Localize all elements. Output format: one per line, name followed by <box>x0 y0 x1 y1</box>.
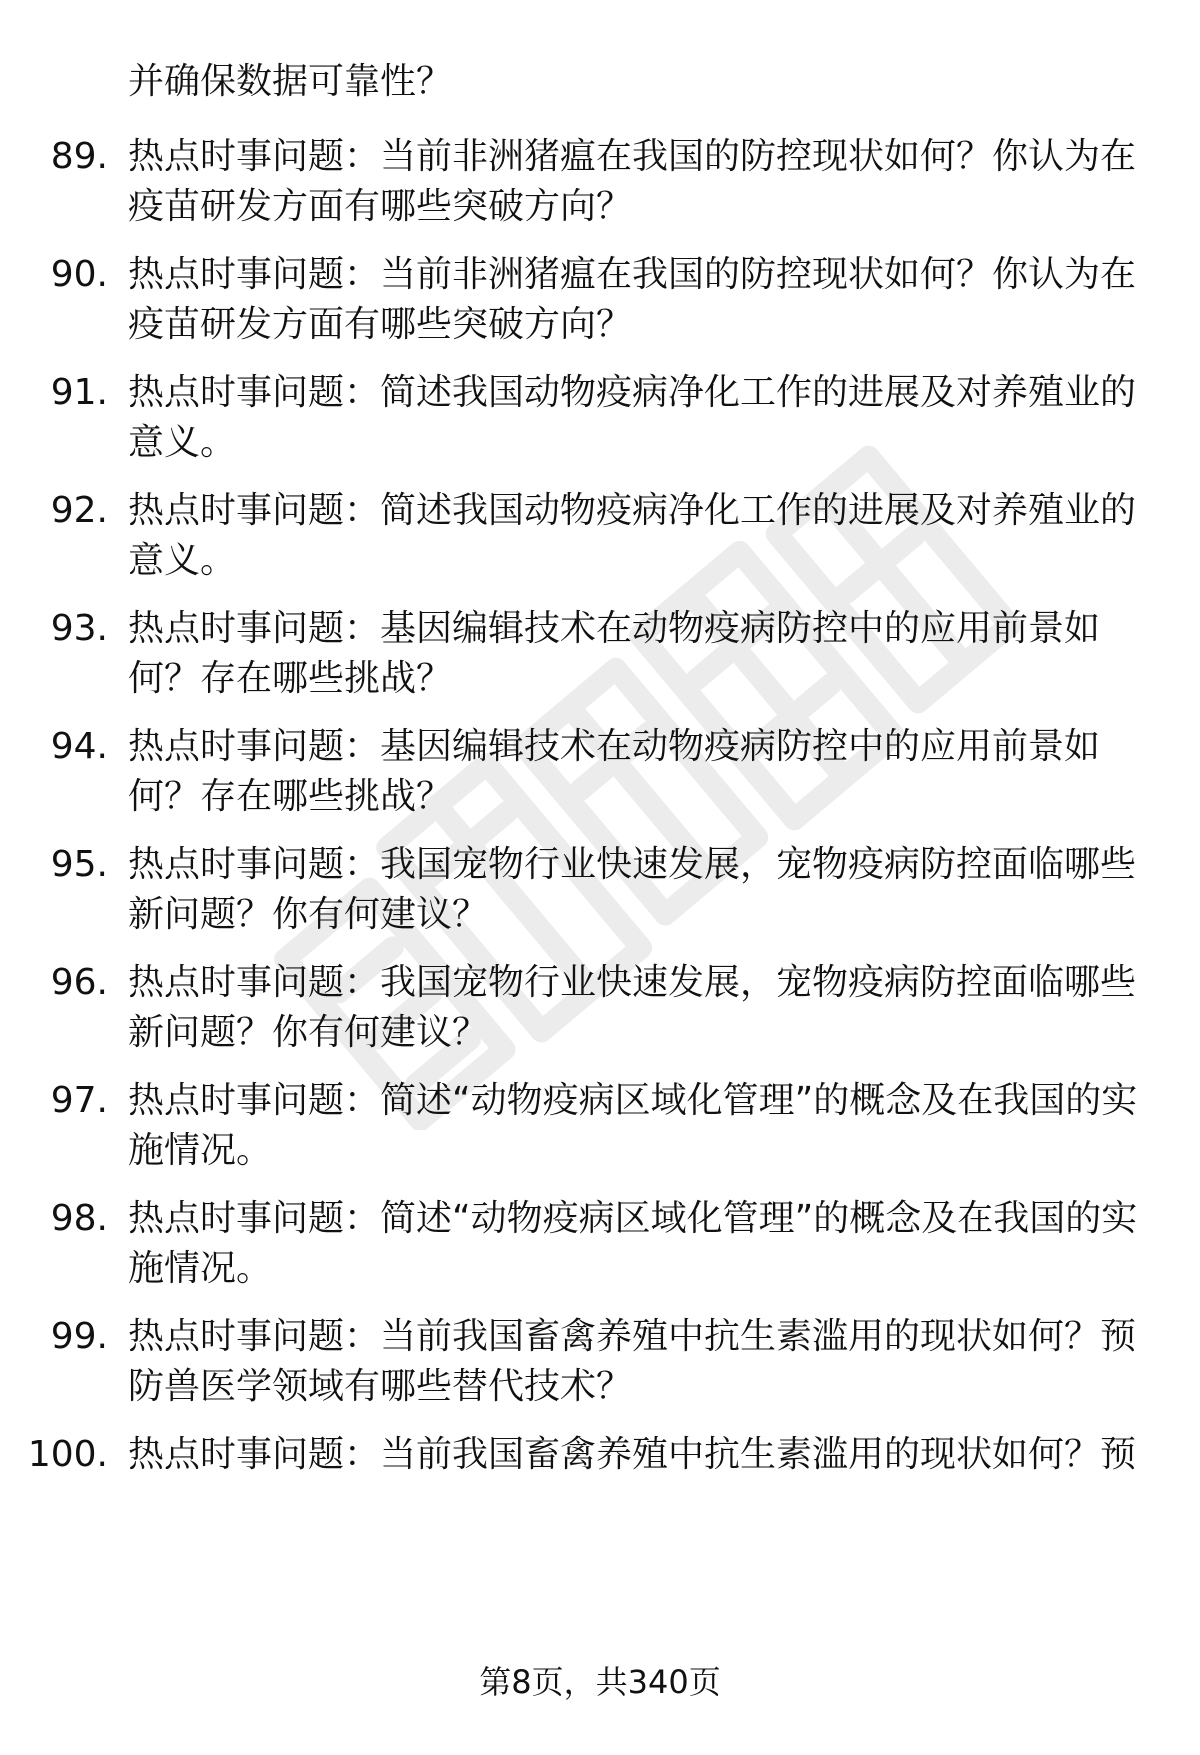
question-text: 热点时事问题：简述我国动物疫病净化工作的进展及对养殖业的意义。 <box>128 372 1137 463</box>
question-text: 热点时事问题：我国宠物行业快速发展，宠物疫病防控面临哪些新问题？你有何建议？ <box>128 844 1137 935</box>
question-number: 98. <box>50 1198 108 1239</box>
question-text: 热点时事问题：我国宠物行业快速发展，宠物疫病防控面临哪些新问题？你有何建议？ <box>128 962 1137 1053</box>
continuation-text: 并确保数据可靠性？ <box>128 61 453 102</box>
question-number: 95. <box>50 844 108 885</box>
question-number: 91. <box>50 372 108 413</box>
question-text: 热点时事问题：简述我国动物疫病净化工作的进展及对养殖业的意义。 <box>128 490 1137 581</box>
question-text: 热点时事问题：当前我国畜禽养殖中抗生素滥用的现状如何？预 <box>128 1434 1137 1475</box>
question-number: 89. <box>50 136 108 177</box>
question-number: 100. <box>27 1434 108 1475</box>
question-text: 热点时事问题：基因编辑技术在动物疫病防控中的应用前景如何？存在哪些挑战？ <box>128 726 1101 817</box>
question-number: 99. <box>50 1316 108 1357</box>
question-number: 93. <box>50 608 108 649</box>
question-number: 92. <box>50 490 108 531</box>
question-text: 热点时事问题：当前非洲猪瘟在我国的防控现状如何？你认为在疫苗研发方面有哪些突破方向？ <box>128 254 1137 345</box>
question-number: 90. <box>50 254 108 295</box>
question-number: 96. <box>50 962 108 1003</box>
question-text: 热点时事问题：当前我国畜禽养殖中抗生素滥用的现状如何？预防兽医学领域有哪些替代技术？ <box>128 1316 1137 1407</box>
question-number: 94. <box>50 726 108 767</box>
question-text: 热点时事问题：基因编辑技术在动物疫病防控中的应用前景如何？存在哪些挑战？ <box>128 608 1101 699</box>
question-text: 热点时事问题：简述“动物疫病区域化管理”的概念及在我国的实施情况。 <box>128 1198 1138 1289</box>
question-text: 热点时事问题：当前非洲猪瘟在我国的防控现状如何？你认为在疫苗研发方面有哪些突破方向？ <box>128 136 1137 227</box>
question-number: 97. <box>50 1080 108 1121</box>
page-footer: 第8页，共340页 <box>479 1663 721 1701</box>
question-text: 热点时事问题：简述“动物疫病区域化管理”的概念及在我国的实施情况。 <box>128 1080 1138 1171</box>
